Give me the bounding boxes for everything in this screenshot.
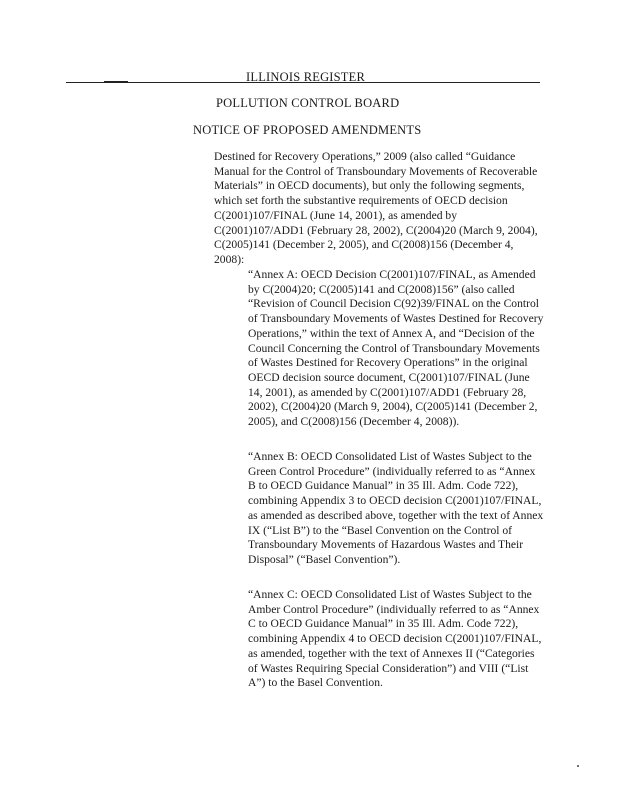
- header-rule-mark: [104, 81, 128, 83]
- annex-c-paragraph: “Annex C: OECD Consolidated List of Wastes Subject to the Amber Control Procedure” (individually referred to as “Annex C to OECD Guidance Manual” in 35 Ill. Adm. Code 722), combining Appendix 4 to OECD decision C(2001)107/FINAL, as amended, together with the text of Annexes II (“Categories of Wastes Requiring Special Consideration”) and VIII (“List A”) to the Basel Convention.: [248, 588, 542, 690]
- board-title: POLLUTION CONTROL BOARD: [216, 96, 400, 110]
- notice-title: NOTICE OF PROPOSED AMENDMENTS: [193, 123, 422, 137]
- scan-speck: [577, 765, 579, 767]
- annex-b-paragraph: “Annex B: OECD Consolidated List of Wastes Subject to the Green Control Procedure” (individually referred to as “Annex B to OECD Guidance Manual” in 35 Ill. Adm. Code 722), combining Appendix 3 to OECD decision C(2001)107/FINAL, as amended as described above, together with the text of Annex IX (“List B”) to the “Basel Convention on the Control of Transboundary Movements of Hazardous Wastes and Their Disposal” (“Basel Convention”).: [248, 450, 544, 566]
- register-title: ILLINOIS REGISTER: [246, 70, 366, 84]
- annex-a-paragraph: “Annex A: OECD Decision C(2001)107/FINAL, as Amended by C(2004)20; C(2005)141 and C(2008)156” (also called “Revision of Council Decision C(92)39/FINAL on the Control of Transboundary Movements of Wastes Destined for Recovery Operations,” within the text of Annex A, and “Decision of the Council Concerning the Control of Transboundary Movements of Wastes Destined for Recovery Operations” in the original OECD decision source document, C(2001)107/FINAL (June 14, 2001), as amended by C(2001)107/ADD1 (February 28, 2002), C(2004)20 (March 9, 2004), C(2005)141 (December 2, 2005), and C(2008)156 (December 4, 2008)).: [248, 268, 544, 429]
- intro-paragraph: Destined for Recovery Operations,” 2009 (also called “Guidance Manual for the Control of Transboundary Movements of Recoverable Materials” in OECD documents), but only the following segments, which set forth the substantive requirements of OECD decision C(2001)107/FINAL (June 14, 2001), as amended by C(2001)107/ADD1 (February 28, 2002), C(2004)20 (March 9, 2004), C(2005)141 (December 2, 2005), and C(2008)156 (December 4, 2008):: [214, 150, 538, 266]
